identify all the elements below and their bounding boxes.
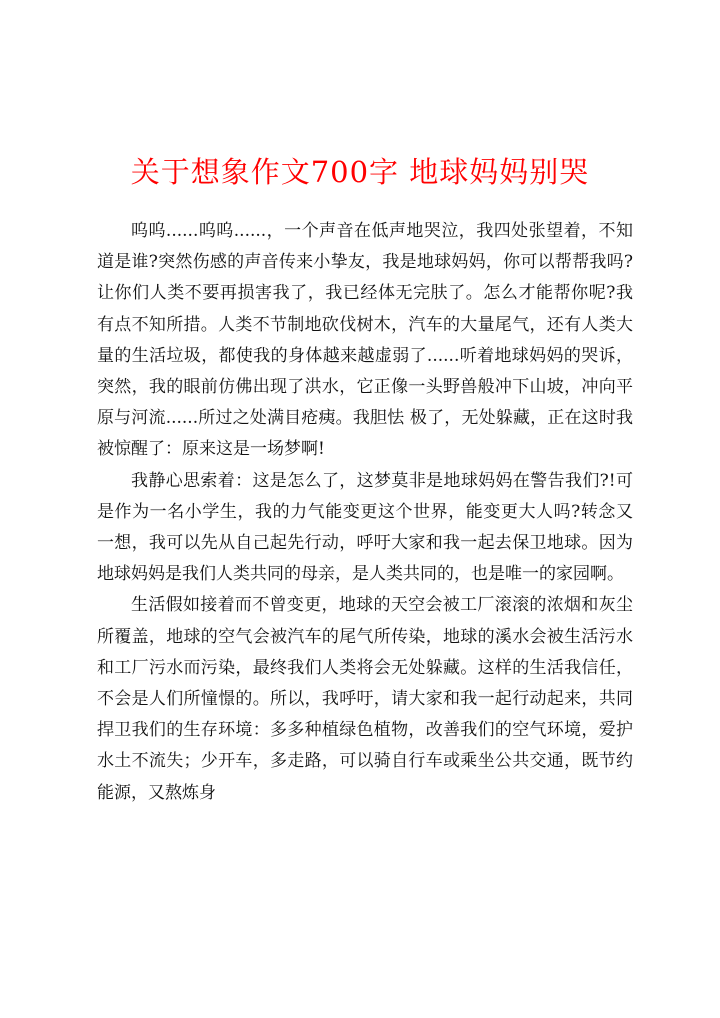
paragraph-3: 生活假如接着而不曾变更，地球的天空会被工厂滚滚的浓烟和灰尘所覆盖，地球的空气会被汽车的尾气所传染，地球的溪水会被生活污水和工厂污水而污染，最终我们人类将会无处躲藏。这样的生活我信任，不会是人们所憧憬的。所以，我呼吁，请大家和我一起行动起来，共同捍卫我们的生存环境：多多种植绿色植物，改善我们的空气环境，爱护水土不流失；少开车，多走路，可以骑自行车或乘坐公共交通，既节约能源，又熬炼身 bbox=[97, 595, 633, 803]
paragraph-1: 呜呜......呜呜......，一个声音在低声地哭泣，我四处张望着，不知道是谁?突然伤感的声音传来小挚友，我是地球妈妈，你可以帮帮我吗?让你们人类不要再损害我了，我已经体无完肤了。怎么才能帮你呢?我有点不知所措。人类不节制地砍伐树木，汽车的大量尾气，还有人类大量的生活垃圾，都使我的身体越来越虚弱了......听着地球妈妈的哭诉，突然，我的眼前仿佛出现了洪水，它正像一头野兽般冲下山坡，冲向平原与河流......所过之处满目疮痍。我胆怯 极了，无处躲藏，正在这时我被惊醒了：原来这是一场梦啊! bbox=[97, 221, 633, 460]
document-body bbox=[97, 216, 633, 809]
document-title: 关于想象作文700字 地球妈妈别哭 bbox=[130, 155, 590, 189]
paragraph-2: 我静心思索着：这是怎么了，这梦莫非是地球妈妈在警告我们?!可是作为一名小学生，我的力气能变更这个世界，能变更大人吗?转念又一想，我可以先从自己起先行动，呼吁大家和我一起去保卫地球。因为地球妈妈是我们人类共同的母亲，是人类共同的，也是唯一的家园啊。 bbox=[97, 470, 633, 585]
